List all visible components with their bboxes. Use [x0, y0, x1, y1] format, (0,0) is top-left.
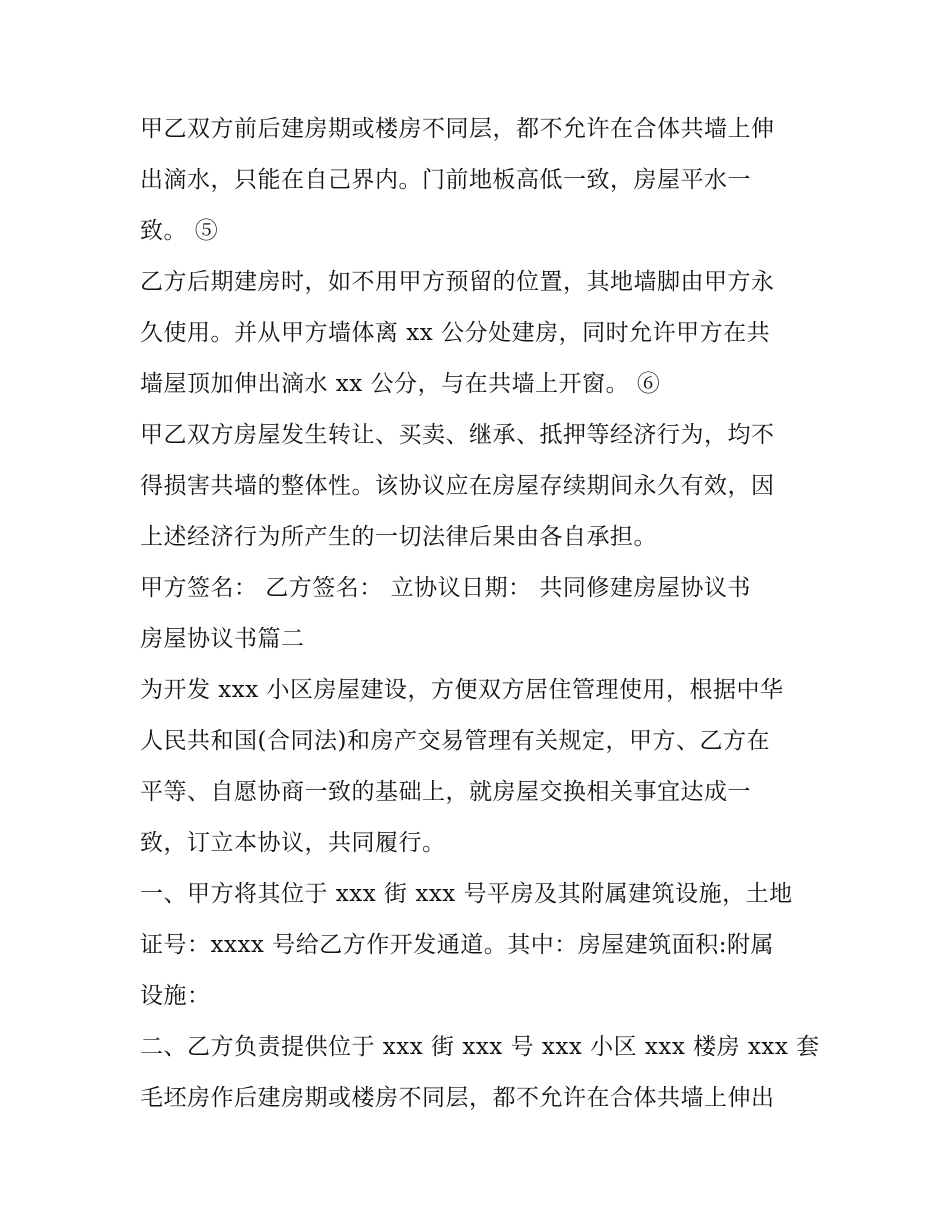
text-line: 得损害共墙的整体性。该协议应在房屋存续期间永久有效，因	[140, 473, 775, 499]
text-line: 乙方后期建房时，如不用甲方预留的位置，其地墙脚由甲方永	[140, 269, 775, 295]
text-line: 甲乙双方房屋发生转让、买卖、继承、抵押等经济行为，均不	[140, 422, 775, 448]
document-body	[140, 104, 820, 1124]
text-line: 设施：	[140, 983, 211, 1009]
text-line: 墙屋顶加伸出滴水 xx 公分，与在共墙上开窗。 ⑥	[140, 371, 661, 397]
text-line: 致，订立本协议，共同履行。	[140, 830, 446, 856]
signature-line: 甲方签名： 乙方签名： 立协议日期： 共同修建房屋协议书	[140, 575, 751, 601]
text-line: 二、乙方负责提供位于 xxx 街 xxx 号 xxx 小区 xxx 楼房 xxx 套	[140, 1034, 820, 1060]
text-line: 致。 ⑤	[140, 218, 219, 244]
text-line: 一、甲方将其位于 xxx 街 xxx 号平房及其附属建筑设施，土地	[140, 881, 793, 907]
text-line: 平等、自愿协商一致的基础上，就房屋交换相关事宜达成一	[140, 779, 751, 805]
text-line: 为开发 xxx 小区房屋建设，方便双方居住管理使用，根据中华	[140, 677, 784, 703]
text-line: 出滴水，只能在自己界内。门前地板高低一致，房屋平水一	[140, 167, 751, 193]
text-line: 证号：xxxx 号给乙方作开发通道。其中：房屋建筑面积:附属	[140, 932, 774, 958]
text-line: 人民共和国(合同法)和房产交易管理有关规定，甲方、乙方在	[140, 728, 770, 754]
text-line: 上述经济行为所产生的一切法律后果由各自承担。	[140, 524, 657, 550]
text-line: 久使用。并从甲方墙体离 xx 公分处建房，同时允许甲方在共	[140, 320, 771, 346]
text-line: 毛坯房作后建房期或楼房不同层，都不允许在合体共墙上伸出	[140, 1085, 775, 1111]
section-heading: 房屋协议书篇二	[140, 626, 305, 652]
text-line: 甲乙双方前后建房期或楼房不同层，都不允许在合体共墙上伸	[140, 116, 775, 142]
